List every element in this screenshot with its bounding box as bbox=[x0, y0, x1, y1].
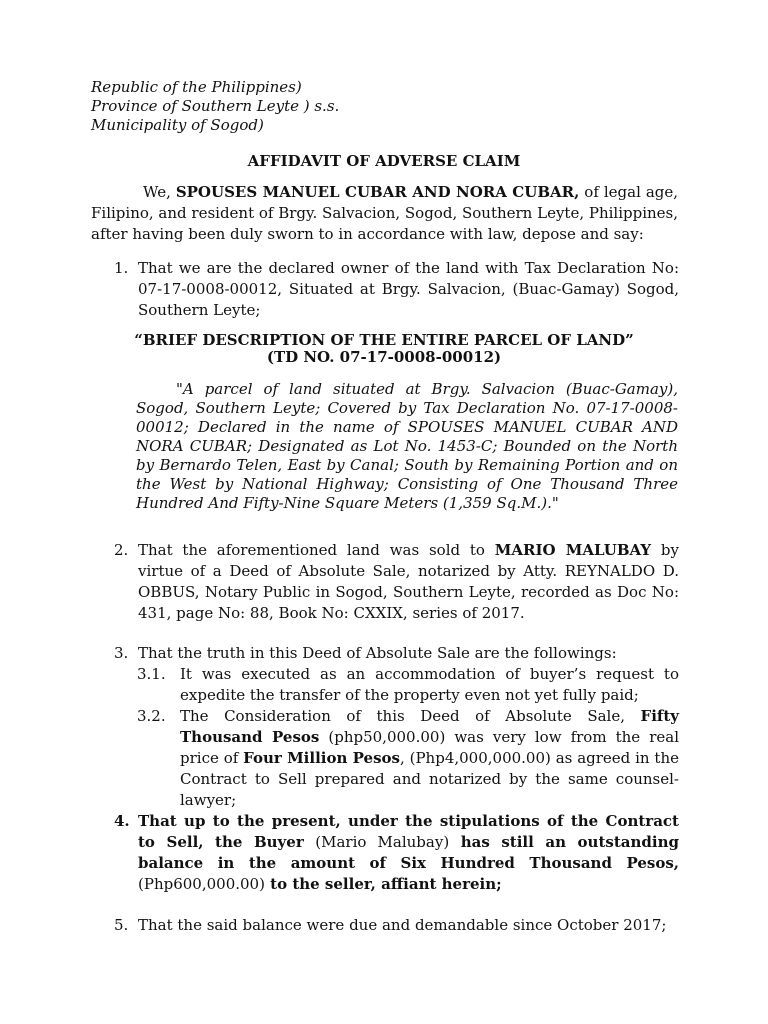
list-item-text: That the said balance were due and demandable since October 2017; bbox=[138, 916, 667, 934]
land-description-quote: "A parcel of land situated at Brgy. Salvacion (Buac-Gamay), Sogod, Southern Leyte; Covered by Tax Declaration No. 07-17-0008-00012; Declared in the name of SPOUSES MANUEL CUBAR AND NORA CUBAR; Designated as Lot No. 1453-C; Bounded on the North by Bernardo Telen, East by Canal; South by Remaining Portion and on the West by National Highway; Consisting of One Thousand Three Hundred And Fifty-Nine Square Meters (1,359 Sq.M.)." bbox=[136, 380, 678, 512]
description-heading: “BRIEF DESCRIPTION OF THE ENTIRE PARCEL OF LAND” bbox=[134, 331, 634, 349]
text-run: by virtue of a Deed of Absolute Sale, notarized by Atty. REYNALDO D. OBBUS, Notary Public in Sogod, Southern Leyte, recorded as Doc No: 431, page No: 88, Book No: CXXIX, series of 2017. bbox=[138, 541, 679, 622]
document-title: AFFIDAVIT OF ADVERSE CLAIM bbox=[247, 152, 521, 170]
description-subheading: (TD NO. 07-17-0008-00012) bbox=[266, 348, 502, 366]
list-item-text bbox=[138, 540, 679, 624]
intro-lead: We, bbox=[143, 183, 176, 201]
text-run: (php50,000.00) was very low from the real price of bbox=[180, 728, 679, 767]
intro-rest: of legal age, Filipino, and resident of Brgy. Salvacion, Sogod, Southern Leyte, Philippines, after having been duly sworn to in accordance with law, depose and say: bbox=[91, 183, 679, 243]
sub-number: 3.2. bbox=[137, 707, 166, 725]
buyer-name: MARIO MALUBAY bbox=[494, 541, 652, 559]
text-run: The Consideration of this Deed of Absolute Sale, bbox=[180, 707, 641, 725]
text-run: That the aforementioned land was sold to bbox=[138, 541, 495, 559]
list-number: 4. bbox=[114, 812, 130, 830]
list-item-2 bbox=[114, 540, 679, 624]
intro-paragraph bbox=[91, 182, 678, 245]
list-item-3 bbox=[114, 643, 679, 664]
balance-amount: (Php600,000.00) bbox=[138, 875, 265, 893]
sub-number: 3.1. bbox=[137, 665, 166, 683]
text-run: to the seller, affiant herein; bbox=[264, 875, 502, 893]
buyer-name-inline: (Mario Malubay) bbox=[315, 833, 450, 851]
list-item-text bbox=[138, 811, 679, 895]
text-run: , (Php4,000,000.00) as agreed in the Contract to Sell prepared and notarized by the same counsel-lawyer; bbox=[180, 749, 679, 809]
text-run: That up to the present, under the stipulations of the Contract to Sell, the Buyer bbox=[138, 812, 679, 851]
sub-item-text bbox=[180, 706, 679, 811]
sub-item-text: It was executed as an accommodation of buyer’s request to expedite the transfer of the property even not yet fully paid; bbox=[180, 665, 679, 704]
list-item-5 bbox=[114, 915, 679, 936]
list-number: 1. bbox=[114, 259, 129, 277]
venue-header bbox=[91, 78, 339, 135]
list-number: 2. bbox=[114, 541, 129, 559]
sub-item-3-2 bbox=[137, 706, 679, 811]
list-item-text: That the truth in this Deed of Absolute Sale are the followings: bbox=[138, 644, 617, 662]
list-item-1 bbox=[114, 258, 679, 321]
text-run: has still an outstanding balance in the amount of Six Hundred Thousand Pesos, bbox=[138, 833, 679, 872]
list-number: 5. bbox=[114, 916, 129, 934]
list-item-text: That we are the declared owner of the land with Tax Declaration No: 07-17-0008-00012, Situated at Brgy. Salvacion, (Buac-Gamay) Sogod, Southern Leyte; bbox=[138, 259, 679, 319]
consideration-amount: Fifty Thousand Pesos bbox=[180, 707, 679, 746]
real-price-amount: Four Million Pesos bbox=[243, 749, 400, 767]
affiant-names: SPOUSES MANUEL CUBAR AND NORA CUBAR, bbox=[175, 183, 580, 201]
sub-item-3-1 bbox=[137, 664, 679, 706]
venue-province: Province of Southern Leyte ) s.s. bbox=[91, 97, 340, 115]
list-item-4 bbox=[114, 811, 679, 895]
venue-republic: Republic of the Philippines) bbox=[91, 78, 302, 96]
venue-municipality: Municipality of Sogod) bbox=[91, 116, 264, 134]
list-number: 3. bbox=[114, 644, 129, 662]
